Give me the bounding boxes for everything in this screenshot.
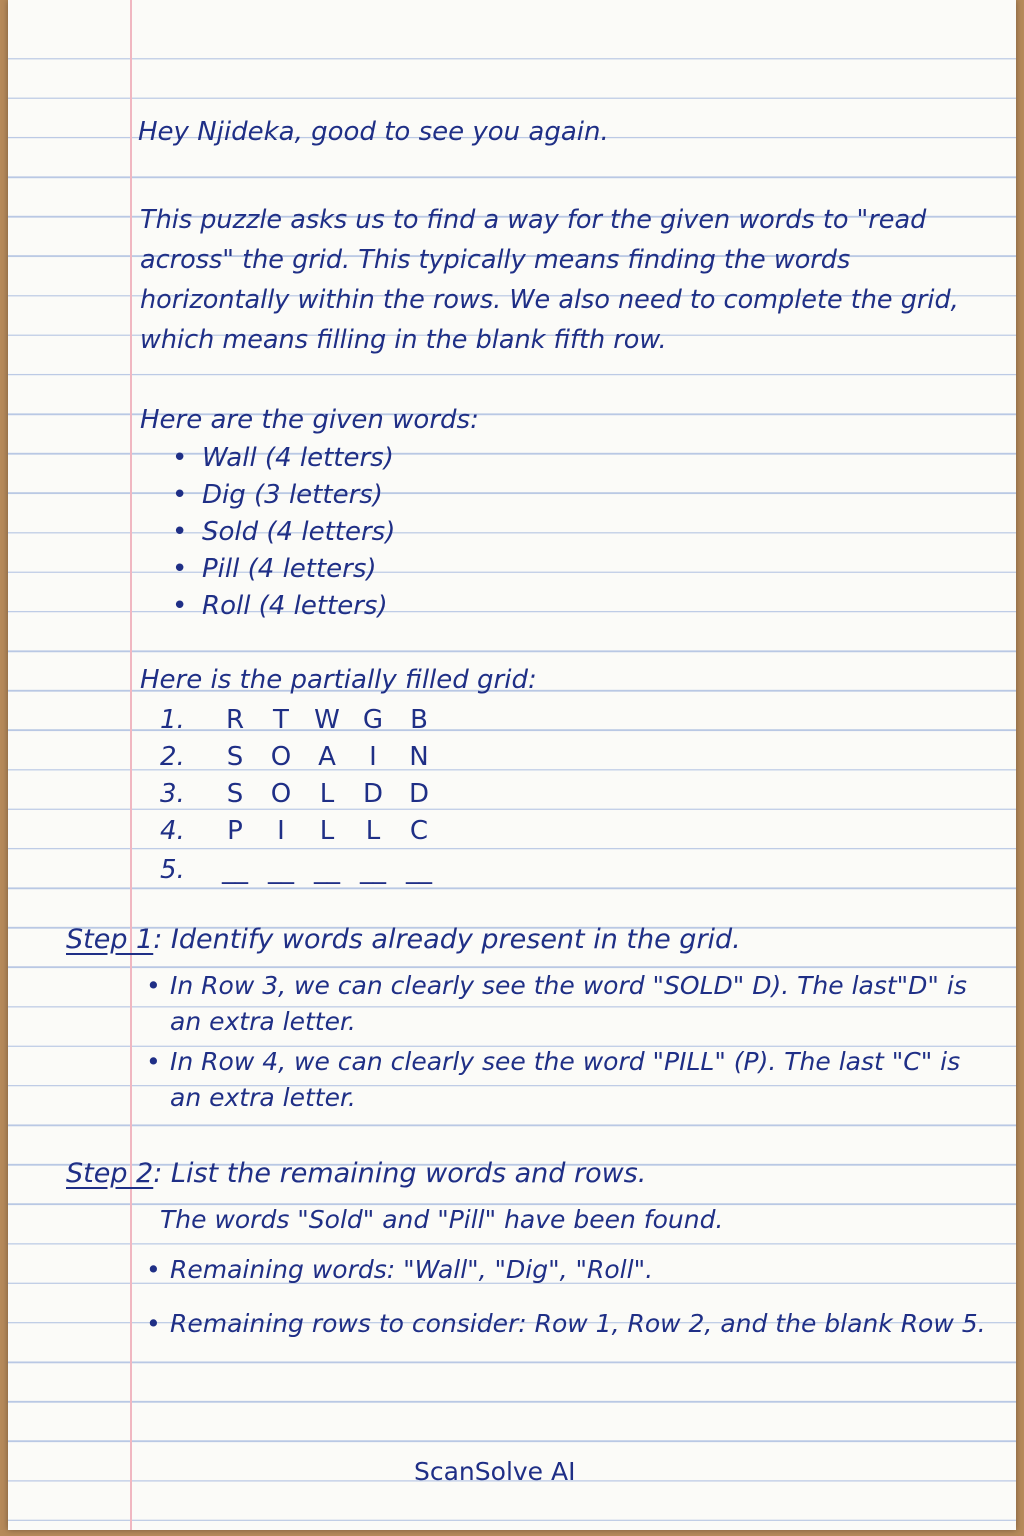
grid-row xyxy=(160,739,442,776)
footer-brand: ScanSolve AI xyxy=(414,1457,576,1486)
step1-label: Step 1 xyxy=(66,924,154,955)
grid-cell: T xyxy=(273,705,289,735)
step1-item-text: In Row 3, we can clearly see the word "SOLD" xyxy=(170,971,753,1000)
scribbled-glyph: D xyxy=(752,971,772,1000)
step2-note: The words "Sold" and "Pill" have been found. xyxy=(160,1205,724,1234)
grid-cell: C xyxy=(409,816,429,846)
row-number: 3. xyxy=(160,779,185,809)
grid-heading: Here is the partially filled grid: xyxy=(140,665,537,695)
step1-title: : Identify words already present in the grid. xyxy=(153,924,741,955)
list-item: • Roll (4 letters) xyxy=(168,588,395,625)
grid-row-blank xyxy=(160,850,442,890)
list-item: • Wall (4 letters) xyxy=(168,440,395,477)
list-item: • Remaining rows to consider: Row 1, Row 2, and the blank Row 5. xyxy=(146,1306,1006,1342)
list-item: • Remaining words: "Wall", "Dig", "Roll". xyxy=(146,1252,1006,1288)
grid-cell: L xyxy=(365,816,381,846)
step2-heading xyxy=(66,1154,646,1194)
grid-cell: S xyxy=(226,742,244,772)
row-number: 1. xyxy=(160,705,185,735)
grid-cell: O xyxy=(270,779,292,809)
margin-line xyxy=(130,0,132,1530)
grid-cell: B xyxy=(410,705,428,735)
row-number: 4. xyxy=(160,816,185,846)
list-item xyxy=(146,1044,996,1116)
grid-cell: D xyxy=(408,779,430,809)
intro-paragraph: This puzzle asks us to find a way for the given words to "read across" the grid. This typically means finding the words horizontally within the rows. We also need to complete the grid, which means filling in the blank fifth row. xyxy=(140,205,959,355)
grid-cell: I xyxy=(277,816,285,846)
grid-cell: W xyxy=(314,705,340,735)
step1-item-text: ). The last"D" is an extra letter. xyxy=(170,971,967,1036)
grid-cell: N xyxy=(409,742,429,772)
grid-row xyxy=(160,702,442,739)
grid-cell: A xyxy=(318,742,336,772)
grid-blank: __ xyxy=(314,855,340,885)
row-number: 2. xyxy=(160,742,185,772)
grid-blank: __ xyxy=(268,855,294,885)
step2-title: : List the remaining words and rows. xyxy=(153,1158,647,1189)
step1-list xyxy=(146,968,996,1120)
grid-cell: I xyxy=(369,742,377,772)
list-item: • Pill (4 letters) xyxy=(168,551,395,588)
grid-row xyxy=(160,813,442,850)
word-list xyxy=(168,440,395,625)
grid-cell: D xyxy=(362,779,384,809)
grid-cell: S xyxy=(226,779,244,809)
list-item: • Sold (4 letters) xyxy=(168,514,395,551)
list-item xyxy=(146,968,996,1040)
row-number: 5. xyxy=(160,855,185,885)
grid-blank: __ xyxy=(406,855,432,885)
grid-cell: G xyxy=(362,705,384,735)
step1-heading xyxy=(66,920,741,960)
step2-list xyxy=(146,1252,1006,1346)
grid-blank: __ xyxy=(222,855,248,885)
grid-cell: L xyxy=(319,779,335,809)
grid-cell: P xyxy=(227,816,243,846)
grid-cell: O xyxy=(270,742,292,772)
grid-cell: L xyxy=(319,816,335,846)
greeting: Hey Njideka, good to see you again. xyxy=(138,117,609,147)
step2-label: Step 2 xyxy=(66,1158,154,1189)
notebook-page xyxy=(8,0,1016,1530)
grid-blank: __ xyxy=(360,855,386,885)
grid-row xyxy=(160,776,442,813)
letter-grid xyxy=(160,702,442,890)
grid-cell: R xyxy=(225,705,245,735)
list-item: • Dig (3 letters) xyxy=(168,477,395,514)
words-heading: Here are the given words: xyxy=(140,405,479,435)
step1-item-text: In Row 4, we can clearly see the word "PILL" (P). The last "C" is an extra letter. xyxy=(170,1047,961,1112)
